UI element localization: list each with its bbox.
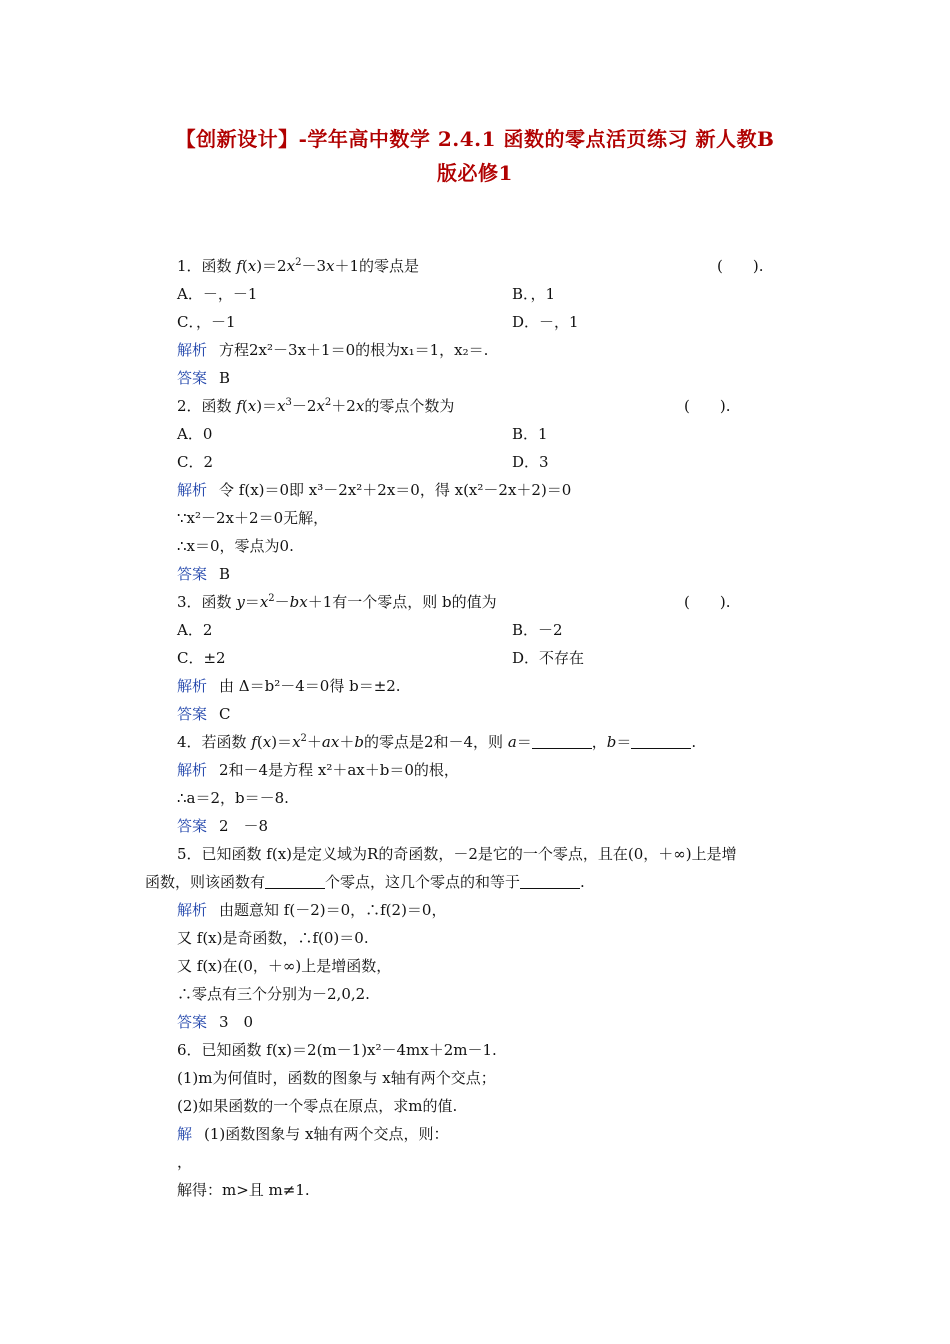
option-c: C．2 (177, 453, 214, 471)
answer-bracket: ( ). (684, 593, 731, 611)
explanation: 解析 由题意知 f(－2)＝0，∴f(2)＝0， (177, 901, 447, 919)
question-6-stem: 6．已知函数 f(x)＝2(m－1)x²－4mx＋2m－1. (177, 1041, 497, 1059)
option-b: B．－2 (512, 621, 563, 639)
answer-bracket: ( ). (684, 397, 731, 415)
explanation-label: 解析 (177, 761, 208, 779)
answer-label: 答案 (177, 369, 208, 387)
option-d: D．3 (512, 453, 549, 471)
explanation: 解析 令 f(x)＝0即 x³－2x²＋2x＝0，得 x(x²－2x＋2)＝0 (177, 481, 572, 499)
option-a: A．0 (177, 425, 213, 443)
fill-blank (265, 874, 325, 889)
option-c: C．±2 (177, 649, 226, 667)
option-c: C．，－1 (177, 313, 236, 331)
answer-label: 答案 (177, 1013, 208, 1031)
question-4-stem: 4．若函数 $f(x)=x^2+ax+b$的零点是2和－4，则 a＝ ，b＝ . (177, 733, 697, 751)
explanation: 解析 方程2x²－3x＋1＝0的根为x₁＝1，x₂＝. (177, 341, 489, 359)
answer-label: 答案 (177, 565, 208, 583)
explanation-line: ∴零点有三个分别为－2,0,2. (177, 985, 370, 1003)
solution-line: ， (177, 1153, 193, 1171)
explanation-line: 又 f(x)是奇函数，∴f(0)＝0. (177, 929, 369, 947)
question-5-stem-cont: 函数，则该函数有 个零点，这几个零点的和等于 . (145, 873, 585, 891)
explanation: 解析 由 Δ＝b²－4＝0得 b＝±2. (177, 677, 401, 695)
fill-blank (532, 734, 592, 749)
explanation-label: 解析 (177, 901, 208, 919)
explanation-label: 解析 (177, 341, 208, 359)
option-a: A．2 (177, 621, 213, 639)
answer: 答案 B (177, 369, 231, 387)
answer-label: 答案 (177, 817, 208, 835)
option-b: B．，1 (512, 285, 556, 303)
question-6-part-2: (2)如果函数的一个零点在原点，求m的值. (177, 1097, 458, 1115)
explanation-line: ∵x²－2x＋2＝0无解， (177, 509, 329, 527)
fill-blank (631, 734, 691, 749)
explanation: 解析 2和－4是方程 x²＋ax＋b＝0的根， (177, 761, 459, 779)
question-3-stem: 3．函数 $y=x^2-bx+1$有一个零点，则 b的值为 (177, 593, 497, 611)
answer-label: 答案 (177, 705, 208, 723)
fill-blank (520, 874, 580, 889)
explanation-line: ∴a＝2，b＝－8. (177, 789, 289, 807)
option-d: D．不存在 (512, 649, 585, 667)
option-a: A．－，－1 (177, 285, 258, 303)
answer: 答案 B (177, 565, 231, 583)
answer: 答案 2 －8 (177, 817, 269, 835)
option-d: D．－，1 (512, 313, 579, 331)
question-1-stem: 1．函数 $f(x)=2x^2-3x+1$的零点是 (177, 257, 420, 275)
answer-bracket: ( ). (717, 257, 764, 275)
explanation-line: ∴x＝0，零点为0. (177, 537, 294, 555)
question-2-stem: 2．函数 $f(x)=x^3-2x^2+2x$的零点个数为 (177, 397, 455, 415)
answer: 答案 3 0 (177, 1013, 254, 1031)
explanation-line: 又 f(x)在(0，＋∞)上是增函数， (177, 957, 392, 975)
explanation-label: 解析 (177, 677, 208, 695)
option-b: B．1 (512, 425, 548, 443)
answer: 答案 C (177, 705, 231, 723)
question-5-stem: 5．已知函数 f(x)是定义域为R的奇函数，－2是它的一个零点，且在(0，＋∞)上是增 (177, 845, 737, 863)
solution: 解 (1)函数图象与 x轴有两个交点，则： (177, 1125, 449, 1143)
solution-result: 解得：m>且 m≠1. (177, 1181, 310, 1199)
explanation-label: 解析 (177, 481, 208, 499)
page-title: 【创新设计】-学年高中数学 2.4.1 函数的零点活页练习 新人教B 版必修1 (175, 127, 775, 185)
question-6-part-1: (1)m为何值时，函数的图象与 x轴有两个交点； (177, 1069, 496, 1087)
solution-label: 解 (177, 1125, 193, 1143)
